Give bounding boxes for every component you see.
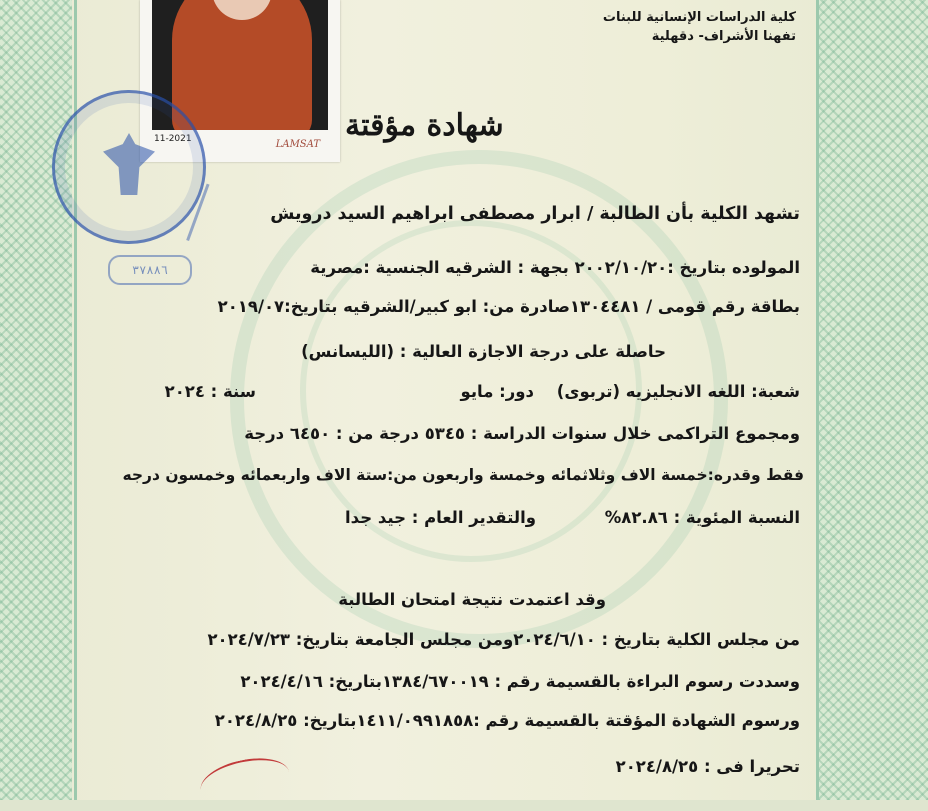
council-dates: من مجلس الكلية بتاريخ : ٢٠٢٤/٦/١٠ومن مجلس الجامعة بتاريخ: ٢٠٢٤/٧/٢٣ [207,630,800,649]
eagle-icon [103,133,155,195]
decorative-border-right [818,0,928,800]
college-location: تفهنا الأشراف- دقهلية [651,29,796,44]
certificate-fee-receipt: ورسوم الشهادة المؤقتة بالقسيمة رقم :١٤١١/٠٩٩١٨٥٨بتاريخ: ٢٠٢٤/٨/٢٥ [214,711,800,730]
photo-studio: LAMSAT [275,139,320,150]
approval-statement: وقد اعتمدت نتيجة امتحان الطالبة [338,590,606,609]
graduation-fee-receipt: وسددت رسوم البراءة بالقسيمة رقم : ١٣٨٤/٦٧٠٠١٩بتاريخ: ٢٠٢٤/٤/١٦ [240,672,800,691]
degree-info: حاصلة على درجة الاجازة العالية : (الليسانس) [301,342,666,361]
cumulative-total: ومجموع التراكمى خلال سنوات الدراسة : ٥٣٤٥ درجة من : ٦٤٥٠ درجة [244,424,800,443]
student-statement: تشهد الكلية بأن الطالبة / ابرار مصطفى ابراهيم السيد درويش [270,204,800,224]
total-in-words: فقط وقدره:خمسة الاف وثلاثمائه وخمسة واربعون من:ستة الاف واربعمائه وخمسون درجه [122,466,804,484]
national-id-info: بطاقة رقم قومى / ١٣٠٤٤٨١صادرة من: ابو كبير/الشرقيه بتاريخ:٢٠١٩/٠٧ [217,297,800,316]
session-info: دور: مايو [460,382,534,401]
photo-date: 11-2021 [154,134,192,144]
issue-date: تحريرا فى : ٢٠٢٤/٨/٢٥ [615,757,800,776]
overall-grade: والتقدير العام : جيد جدا [345,508,536,527]
year-info: سنة : ٢٠٢٤ [164,382,256,401]
serial-stamp: ٣٧٨٨٦ [108,255,192,285]
border-line-right [816,0,819,800]
certificate-title: شهادة مؤقتة [345,108,504,143]
official-seal [52,90,206,244]
birth-info: المولوده بتاريخ :٢٠٠٢/١٠/٢٠ بجهة : الشرقيه الجنسية :مصرية [310,258,800,277]
college-name: كلية الدراسات الإنسانية للبنات [602,10,796,25]
percentage: النسبة المئوية : ٨٢.٨٦% [604,508,800,527]
decorative-border-left [0,0,72,800]
department-info: شعبة: اللغه الانجليزيه (تربوى) [556,382,800,401]
